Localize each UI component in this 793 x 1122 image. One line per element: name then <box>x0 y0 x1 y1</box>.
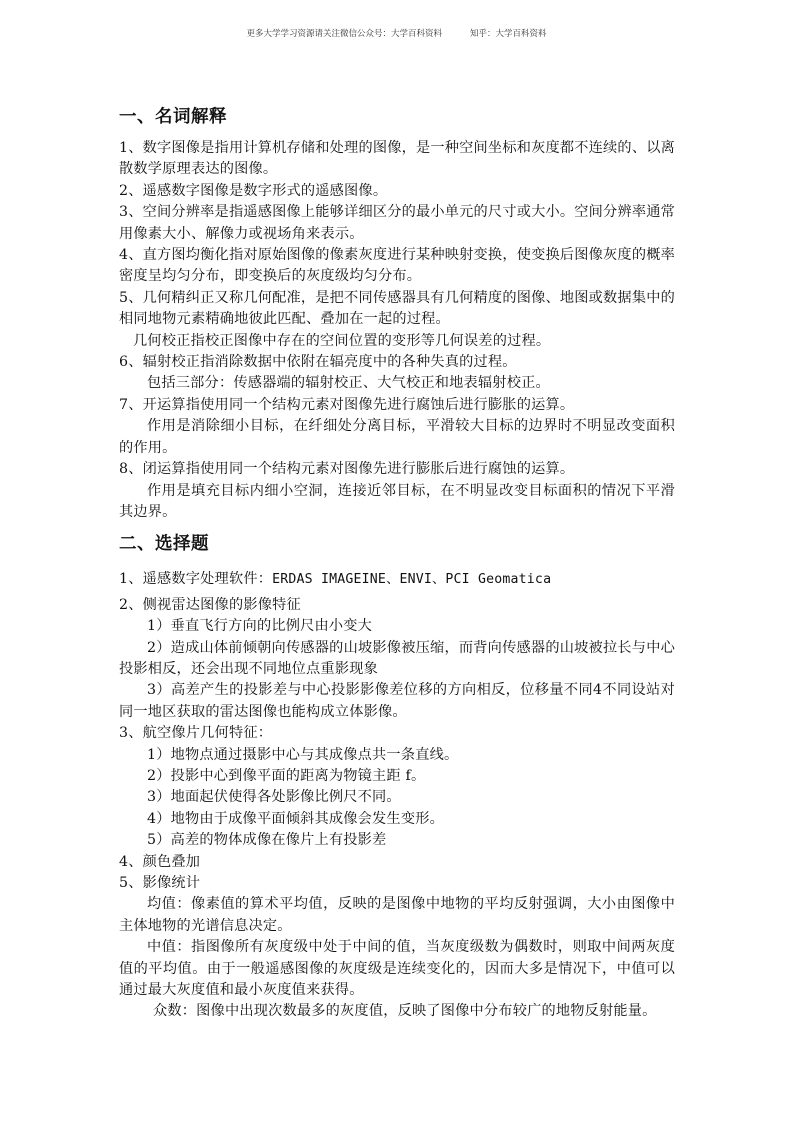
choice-paragraph: 2）造成山体前倾朝向传感器的山坡影像被压缩，而背向传感器的山坡被拉长与中心投影相反，还会出现不同地位点重影现象 <box>119 639 675 677</box>
section-title-definitions: 一、名词解释 <box>119 107 227 127</box>
choice-paragraph: 众数：图像中出现次数最多的灰度值，反映了图像中分布较广的地物反射能量。 <box>153 1003 657 1020</box>
definition-paragraph: 1、数字图像是指用计算机存储和处理的图像，是一种空间坐标和灰度都不连续的、以离散数学原理表达的图像。 <box>119 140 675 178</box>
choice-paragraph: 中值：指图像所有灰度级中处于中间的值，当灰度级数为偶数时，则取中间两灰度值的平均值。由于一般遥感图像的灰度级是连续变化的，因而大多是情况下，中值可以通过最大灰度值和最小灰度值来获得。 <box>119 939 675 999</box>
software-label: 1、遥感数字处理软件： <box>119 571 273 588</box>
section-title-choices: 二、选择题 <box>119 534 209 555</box>
definition-paragraph: 3、空间分辨率是指遥感图像上能够详细区分的最小单元的尺寸或大小。空间分辨率通常用像素大小、解像力或视场角来表示。 <box>119 204 675 242</box>
choice-paragraph: 5、影像统计 <box>119 875 201 891</box>
choice-paragraph: 3、航空像片几何特征： <box>119 725 273 742</box>
software-list: ERDAS IMAGEINE、ENVI、PCI Geomatica <box>272 572 552 588</box>
definition-paragraph: 作用是填充目标内细小空洞，连接近邻目标，在不明显改变目标面积的情况下平滑其边界。 <box>119 482 675 520</box>
choice-paragraph <box>119 569 675 590</box>
page-header <box>0 27 793 39</box>
choice-paragraph: 1）地物点通过摄影中心与其成像点共一条直线。 <box>147 746 459 763</box>
choice-paragraph: 2、侧视雷达图像的影像特征 <box>119 596 301 613</box>
document-body <box>119 102 675 1023</box>
definition-paragraph: 包括三部分：传感器端的辐射校正、大气校正和地表辐射校正。 <box>147 375 550 392</box>
definition-paragraph: 6、辐射校正指消除数据中依附在辐亮度中的各种失真的过程。 <box>119 354 517 371</box>
header-zhihu-note: 知乎：大学百科资料 <box>470 29 547 39</box>
definition-paragraph: 8、闭运算指使用同一个结构元素对图像先进行膨胀后进行腐蚀的运算。 <box>119 461 575 478</box>
definition-paragraph: 作用是消除细小目标，在纤细处分离目标，平滑较大目标的边界时不明显改变面积的作用。 <box>119 418 675 456</box>
choice-paragraph: 3）地面起伏使得各处影像比例尺不同。 <box>147 789 401 806</box>
choice-paragraph: 1）垂直飞行方向的比例尺由小变大 <box>147 618 373 635</box>
choice-paragraph: 2）投影中心到像平面的距离为物镜主距 f。 <box>147 767 426 784</box>
header-wechat-note: 更多大学学习资源请关注微信公众号：大学百科资料 <box>246 29 442 39</box>
choice-paragraph: 均值：像素值的算术平均值，反映的是图像中地物的平均反射强调，大小由图像中主体地物的光谱信息决定。 <box>119 896 675 934</box>
choice-paragraph: 5）高差的物体成像在像片上有投影差 <box>147 832 387 849</box>
choice-paragraph: 4）地物由于成像平面倾斜其成像会发生变形。 <box>147 810 444 827</box>
choice-paragraph: 3）高差产生的投影差与中心投影影像差位移的方向相反，位移量不同4不同设站对同一地区获取的雷达图像也能构成立体影像。 <box>119 682 675 720</box>
definition-paragraph: 5、几何精纠正又称几何配准，是把不同传感器具有几何精度的图像、地图或数据集中的相同地物元素精确地彼此匹配、叠加在一起的过程。 <box>119 289 675 328</box>
definition-paragraph: 4、直方图均衡化指对原始图像的像素灰度进行某种映射变换，使变换后图像灰度的概率密度呈均匀分布，即变换后的灰度级均匀分布。 <box>119 247 675 285</box>
choice-paragraph: 4、颜色叠加 <box>119 853 201 870</box>
definition-paragraph: 7、开运算指使用同一个结构元素对图像先进行腐蚀后进行膨胀的运算。 <box>119 396 575 413</box>
definition-paragraph: 2、遥感数字图像是数字形式的遥感图像。 <box>119 182 388 199</box>
definition-paragraph: 几何校正指校正图像中存在的空间位置的变形等几何误差的过程。 <box>133 332 551 349</box>
